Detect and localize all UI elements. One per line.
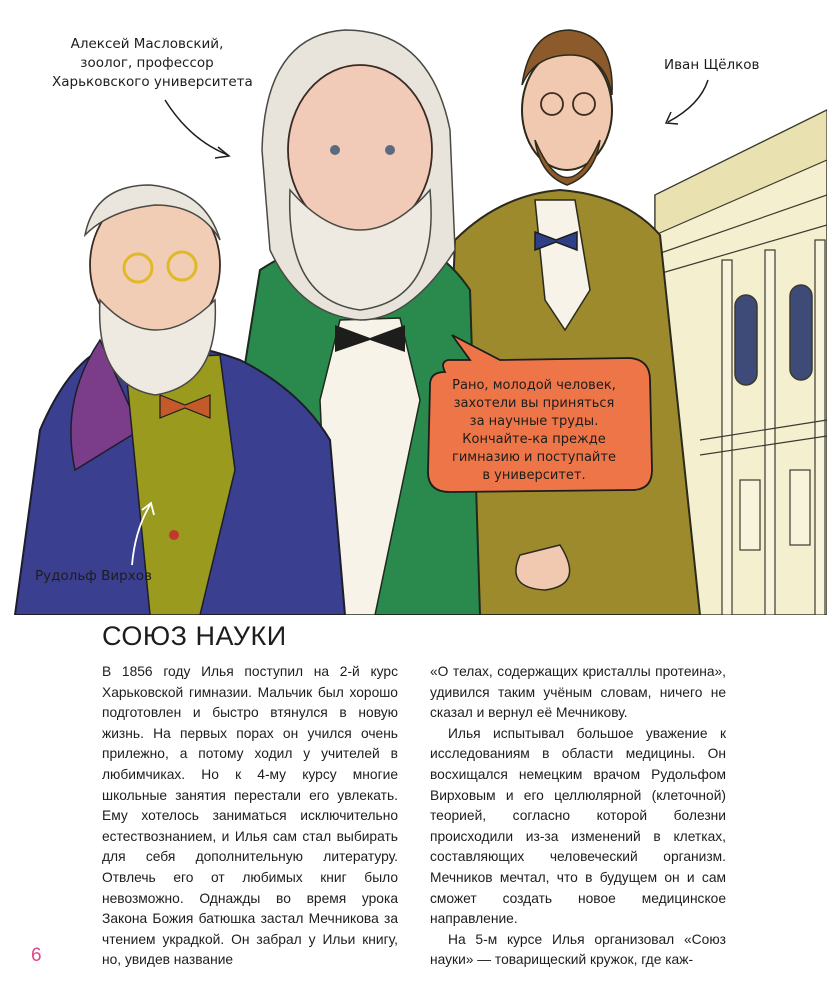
caption-maslovsky-line: зоолог, профессор <box>80 55 214 71</box>
speech-line: в университет. <box>482 468 586 483</box>
speech-line: гимназию и поступайте <box>452 450 616 465</box>
caption-maslovsky <box>52 35 253 92</box>
caption-virchow: Рудольф Вирхов <box>35 568 152 584</box>
body-paragraph: На 5-м курсе Илья организовал «Союз науки» — товарищеский кружок, где каж- <box>430 931 726 968</box>
shchelkov-figure <box>440 30 700 615</box>
speech-line: Рано, молодой человек, <box>452 378 616 393</box>
caption-maslovsky-line: Харьковского университета <box>52 74 253 90</box>
caption-maslovsky-line: Алексей Масловский, <box>70 36 224 52</box>
body-paragraph: В 1856 году Илья поступил на 2-й курс Харьковской гимназии. Мальчик был хорошо подготовлен и быстро втянулся в новую жизнь. На первых порах он учился очень прилежно, а потому ходил у учителей в любимчиках. Но к 4-му курсу многие школьные занятия перестали его увлекать. Ему хотелось заниматься исключительно естествознанием, и Илья сам стал выбирать для себя дополнительную литературу. Отвлечь его от любимых книг было невозможно. Однажды во время урока Закона Божия батюшка застал Мечникова за чтением украдкой. Он забрал у Ильи книгу, но, увидев название <box>102 664 398 968</box>
speech-bubble-text <box>430 377 638 485</box>
body-paragraph: «О телах, содержащих кристаллы протеина», удивился таким учёным словам, ничего не сказал и вернул её Мечникову. <box>430 664 726 721</box>
text-column-left <box>102 662 398 971</box>
arrow-shchelkov <box>668 80 708 122</box>
speech-line: за научные труды. <box>469 414 599 429</box>
body-paragraph: Илья испытывал большое уважение к исследованиям в области медицины. Он восхищался немецким врачом Рудольфом Вирховым и его целлюлярной (клеточной) теорией, согласно которой болезни происходили из-за изменений в клетках, составляющих человеческий организм. Мечников мечтал, что в будущем он и сам сможет создать новое медицинское направление. <box>430 725 726 927</box>
speech-line: захотели вы приняться <box>453 396 615 411</box>
section-heading: СОЮЗ НАУКИ <box>102 621 287 651</box>
text-column-right <box>430 662 726 971</box>
page-number: 6 <box>31 945 42 966</box>
caption-shchelkov: Иван Щёлков <box>664 57 760 73</box>
speech-line: Кончайте-ка прежде <box>462 432 606 447</box>
